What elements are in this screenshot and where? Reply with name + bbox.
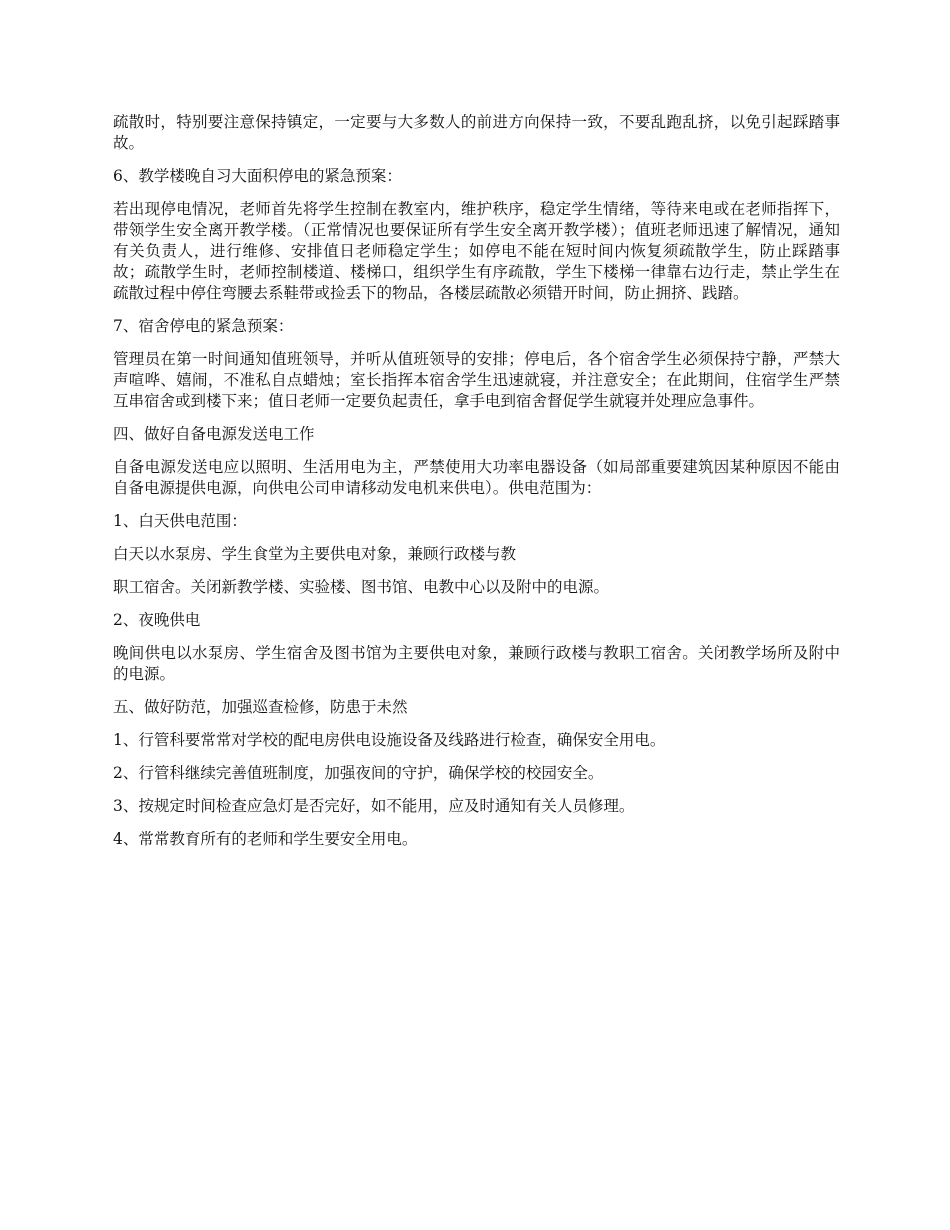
- paragraph-daytime-supply-part1: 白天以水泵房、学生食堂为主要供电对象，兼顾行政楼与教: [113, 545, 517, 563]
- heading-classroom-outage-plan: 6、教学楼晚自习大面积停电的紧急预案：: [113, 167, 402, 185]
- document-page: [113, 112, 840, 862]
- heading-dorm-outage-plan: 7、宿舍停电的紧急预案：: [113, 317, 294, 335]
- list-item-prevention-3: 3、按规定时间检查应急灯是否完好，如不能用，应及时通知有关人员修理。: [113, 797, 635, 815]
- paragraph-evacuation-note: 疏散时，特别要注意保持镇定，一定要与大多数人的前进方向保持一致，不要乱跑乱挤，以免引起踩踏事故。: [113, 113, 840, 152]
- paragraph-backup-power: 自备电源发送电应以照明、生活用电为主，严禁使用大功率电器设备（如局部重要建筑因某种原因不能由自备电源提供电源，向供电公司申请移动发电机来供电）。供电范围为：: [113, 458, 840, 497]
- heading-night-supply: 2、夜晚供电: [113, 611, 201, 629]
- section-heading-backup-power: 四、做好自备电源发送电工作: [113, 425, 315, 443]
- paragraph-daytime-supply-part2: 职工宿舍。关闭新教学楼、实验楼、图书馆、电教中心以及附中的电源。: [113, 578, 610, 596]
- section-heading-prevention: 五、做好防范，加强巡查检修，防患于未然: [113, 698, 408, 716]
- list-item-prevention-2: 2、行管科继续完善值班制度，加强夜间的守护，确保学校的校园安全。: [113, 764, 604, 782]
- heading-daytime-supply: 1、白天供电范围：: [113, 512, 247, 530]
- paragraph-classroom-outage-plan: 若出现停电情况，老师首先将学生控制在教室内，维护秩序，稳定学生情绪，等待来电或在老师指挥下，带领学生安全离开教学楼。（正常情况也要保证所有学生安全离开教学楼）；值班老师迅速了解情况，通知有关负责人，进行维修、安排值日老师稳定学生；如停电不能在短时间内恢复须疏散学生，防止踩踏事故；疏散学生时，老师控制楼道、楼梯口，组织学生有序疏散，学生下楼梯一律靠右边行走，禁止学生在疏散过程中停住弯腰去系鞋带或捡丢下的物品，各楼层疏散必须错开时间，防止拥挤、践踏。: [113, 200, 840, 302]
- paragraph-night-supply: 晚间供电以水泵房、学生宿舍及图书馆为主要供电对象，兼顾行政楼与教职工宿舍。关闭教学场所及附中的电源。: [113, 644, 840, 683]
- list-item-prevention-1: 1、行管科要常常对学校的配电房供电设施设备及线路进行检查，确保安全用电。: [113, 731, 666, 749]
- paragraph-dorm-outage-plan: 管理员在第一时间通知值班领导，并听从值班领导的安排；停电后，各个宿舍学生必须保持宁静，严禁大声喧哗、嬉闹，不准私自点蜡烛；室长指挥本宿舍学生迅速就寝，并注意安全；在此期间，住宿学生严禁互串宿舍或到楼下来；值日老师一定要负起责任，拿手电到宿舍督促学生就寝并处理应急事件。: [113, 350, 840, 410]
- list-item-prevention-4: 4、常常教育所有的老师和学生要安全用电。: [113, 830, 418, 848]
